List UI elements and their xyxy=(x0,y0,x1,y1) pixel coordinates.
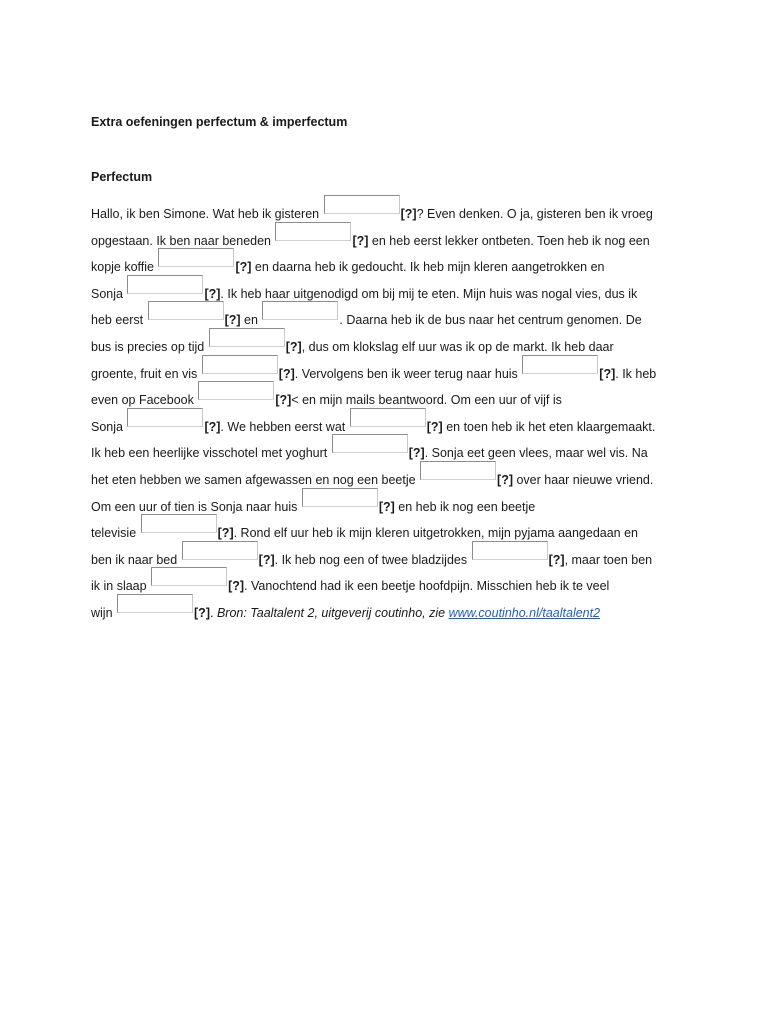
text-fragment: Sonja xyxy=(91,419,127,434)
text-fragment: het eten hebben we samen afgewassen en nog een beetje xyxy=(91,472,420,487)
exercise-line xyxy=(91,201,681,228)
answer-field-19[interactable] xyxy=(151,567,227,586)
text-fragment: . Rond elf uur heb ik mijn kleren uitgetrokken, mijn pyjama aangedaan en xyxy=(233,526,639,541)
answer-field-8[interactable] xyxy=(202,355,278,374)
text-fragment: over haar nieuwe vriend. xyxy=(513,472,654,487)
text-fragment: even op Facebook xyxy=(91,393,198,408)
exercise-line xyxy=(91,467,681,494)
gap-marker: [?] xyxy=(224,313,241,328)
gap-marker: [?] xyxy=(352,233,369,248)
text-fragment: . Ik heb nog een of twee bladzijdes xyxy=(274,552,471,567)
text-fragment: . Sonja eet geen vlees, maar wel vis. Na xyxy=(424,446,648,461)
text-fragment: ik in slaap xyxy=(91,579,151,594)
text-fragment: < en mijn mails beantwoord. Om een uur of vijf is xyxy=(291,393,562,408)
text-fragment: groente, fruit en vis xyxy=(91,366,201,381)
answer-field-10[interactable] xyxy=(198,381,274,400)
text-fragment: en daarna heb ik gedoucht. Ik heb mijn kleren aangetrokken en xyxy=(251,260,605,275)
gap-marker: [?] xyxy=(548,552,565,567)
text-fragment: Sonja xyxy=(91,286,127,301)
document-page xyxy=(91,112,681,620)
text-fragment: , dus om klokslag elf uur was ik op de markt. Ik heb daar xyxy=(301,339,614,354)
answer-field-15[interactable] xyxy=(302,488,378,507)
text-fragment: en xyxy=(240,313,262,328)
answer-field-11[interactable] xyxy=(127,408,203,427)
text-fragment: . Vervolgens ben ik weer terug naar huis xyxy=(294,366,522,381)
gap-marker: [?] xyxy=(599,366,616,381)
answer-field-7[interactable] xyxy=(209,328,285,347)
exercise-line xyxy=(91,440,681,467)
gap-marker: [?] xyxy=(497,472,513,487)
text-fragment: , maar toen ben xyxy=(564,552,653,567)
answer-field-13[interactable] xyxy=(332,434,408,453)
gap-marker: [?] xyxy=(204,286,221,301)
answer-field-4[interactable] xyxy=(127,275,203,294)
text-fragment: wijn xyxy=(91,605,117,620)
answer-field-20[interactable] xyxy=(117,594,193,613)
gap-marker: [?] xyxy=(278,366,295,381)
text-fragment: . Vanochtend had ik een beetje hoofdpijn. Misschien heb ik te veel xyxy=(244,579,610,594)
answer-field-9[interactable] xyxy=(522,355,598,374)
answer-field-12[interactable] xyxy=(350,408,426,427)
gap-marker: [?] xyxy=(400,207,417,221)
text-fragment: . We hebben eerst wat xyxy=(220,419,349,434)
text-fragment: Om een uur of tien is Sonja naar huis xyxy=(91,499,301,514)
answer-field-5[interactable] xyxy=(148,301,224,320)
text-fragment: kopje koffie xyxy=(91,260,158,275)
document-title: Extra oefeningen perfectum & imperfectum xyxy=(91,115,348,129)
text-fragment: . Daarna heb ik de bus naar het centrum genomen. De xyxy=(339,313,642,328)
text-fragment: opgestaan. Ik ben naar beneden xyxy=(91,233,275,248)
gap-marker: [?] xyxy=(275,393,292,408)
text-fragment: ben ik naar bed xyxy=(91,552,181,567)
answer-field-16[interactable] xyxy=(141,514,217,533)
source-link[interactable]: www.coutinho.nl/taaltalent2 xyxy=(448,605,601,620)
text-fragment: en heb ik nog een beetje xyxy=(394,499,536,514)
gap-marker: [?] xyxy=(235,260,252,275)
answer-field-14[interactable] xyxy=(420,461,496,480)
answer-field-17[interactable] xyxy=(182,541,258,560)
source-credit: Bron: Taaltalent 2, uitgeverij coutinho, zie xyxy=(216,605,449,620)
text-fragment: ? Even denken. O ja, gisteren ben ik vroeg xyxy=(416,207,653,221)
exercise-line xyxy=(91,361,681,388)
section-heading: Perfectum xyxy=(91,170,153,184)
gap-marker: [?] xyxy=(408,446,425,461)
text-fragment: heb eerst xyxy=(91,313,147,328)
exercise-text xyxy=(91,201,681,627)
answer-field-1[interactable] xyxy=(324,195,400,214)
text-fragment: en toen heb ik het eten klaargemaakt. xyxy=(442,419,656,434)
answer-field-3[interactable] xyxy=(158,248,234,267)
gap-marker: [?] xyxy=(285,339,302,354)
exercise-line xyxy=(91,600,681,627)
gap-marker: [?] xyxy=(258,552,275,567)
text-fragment: televisie xyxy=(91,526,140,541)
gap-marker: [?] xyxy=(217,526,234,541)
text-fragment: . xyxy=(209,605,217,620)
text-fragment: bus is precies op tijd xyxy=(91,339,208,354)
text-fragment: . Ik heb haar uitgenodigd om bij mij te eten. Mijn huis was nogal vies, dus ik xyxy=(220,286,638,301)
exercise-line xyxy=(91,307,681,334)
answer-field-2[interactable] xyxy=(275,222,351,241)
gap-marker: [?] xyxy=(426,419,443,434)
answer-field-18[interactable] xyxy=(472,541,548,560)
gap-marker: [?] xyxy=(204,419,221,434)
answer-field-6[interactable] xyxy=(262,301,338,320)
gap-marker: [?] xyxy=(194,605,210,620)
text-fragment: . Ik heb xyxy=(615,366,657,381)
text-fragment: en heb eerst lekker ontbeten. Toen heb ik nog een xyxy=(368,233,650,248)
text-fragment: Ik heb een heerlijke visschotel met yoghurt xyxy=(91,446,331,461)
gap-marker: [?] xyxy=(378,499,395,514)
exercise-line xyxy=(91,520,681,547)
text-fragment: Hallo, ik ben Simone. Wat heb ik gisteren xyxy=(91,207,323,221)
gap-marker: [?] xyxy=(228,579,245,594)
